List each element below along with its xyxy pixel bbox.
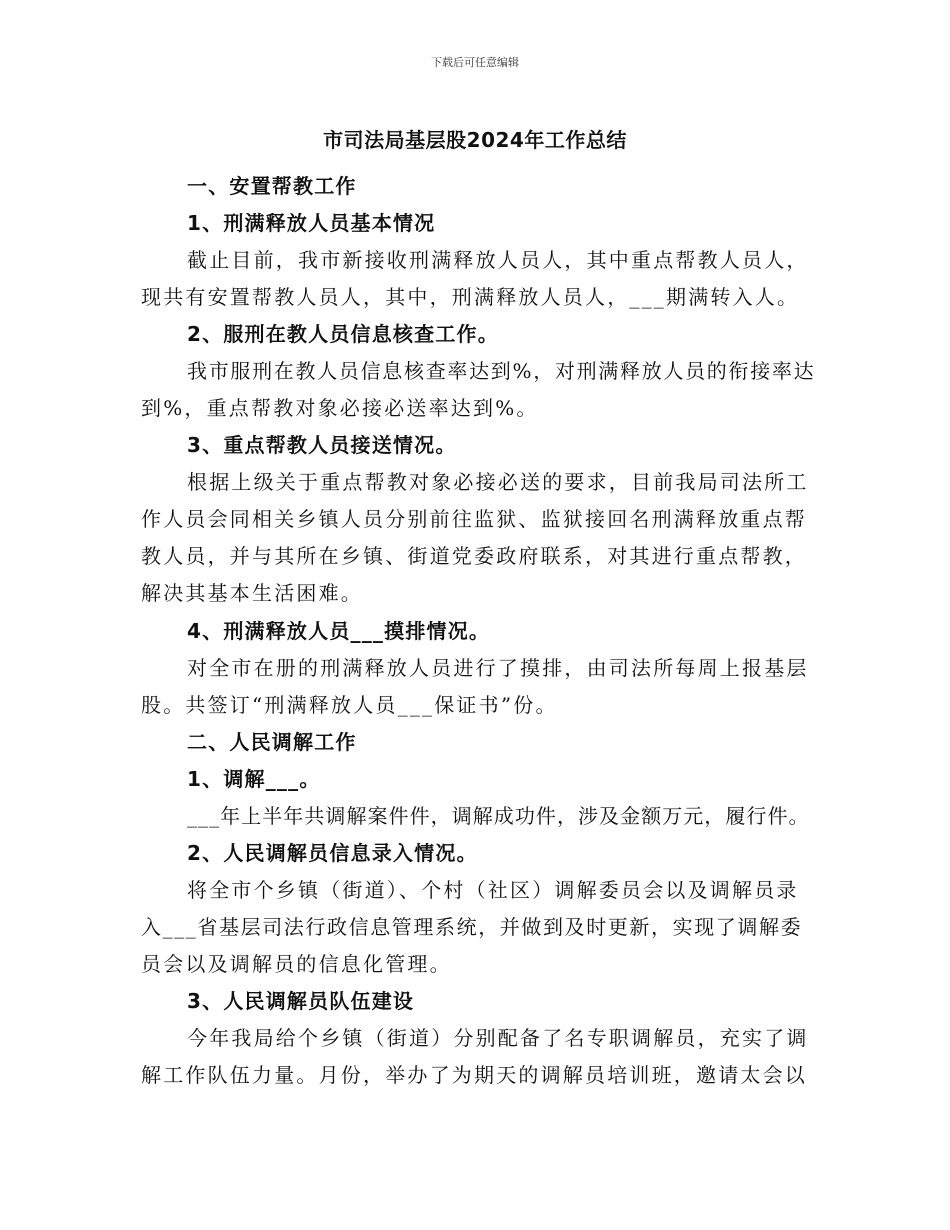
paragraph-line: 对全市在册的刑满释放人员进行了摸排，由司法所每周上报基层 xyxy=(187,656,809,680)
subsection-heading: 1、调解___。 xyxy=(187,767,321,791)
section-heading: 二、人民调解工作 xyxy=(187,730,357,754)
paragraph-line: 解工作队伍力量。月份，举办了为期天的调解员培训班，邀请太会以 xyxy=(141,1063,807,1087)
paragraph-line: 教人员，并与其所在乡镇、街道党委政府联系，对其进行重点帮教， xyxy=(141,544,807,568)
paragraph-line: 到%，重点帮教对象必接必送率达到%。 xyxy=(141,396,539,420)
document-title: 市司法局基层股2024年工作总结 xyxy=(323,128,627,152)
paragraph-line: 员会以及调解员的信息化管理。 xyxy=(141,952,452,976)
paragraph-line: 根据上级关于重点帮教对象必接必送的要求，目前我局司法所工 xyxy=(187,470,809,494)
subsection-heading: 3、重点帮教人员接送情况。 xyxy=(187,433,457,457)
subsection-heading: 2、人民调解员信息录入情况。 xyxy=(187,841,478,865)
paragraph-line: 将全市个乡镇（街道）、个村（社区）调解委员会以及调解员录 xyxy=(187,878,799,902)
paragraph-line: 截止目前，我市新接收刑满释放人员人，其中重点帮教人员人， xyxy=(187,248,809,272)
subsection-heading: 3、人民调解员队伍建设 xyxy=(187,989,415,1013)
paragraph-line: 现共有安置帮教人员人，其中，刑满释放人员人，___期满转入人。 xyxy=(141,285,800,309)
paragraph-line: 解决其基本生活困难。 xyxy=(141,581,363,605)
paragraph-line: 股。共签订“刑满释放人员___保证书”份。 xyxy=(141,693,558,717)
subsection-heading: 1、刑满释放人员基本情况 xyxy=(187,211,436,235)
paragraph-line: 我市服刑在教人员信息核查率达到%，对刑满释放人员的衔接率达 xyxy=(187,359,816,383)
subsection-heading: 2、服刑在教人员信息核查工作。 xyxy=(187,322,499,346)
paragraph-line: ___年上半年共调解案件件，调解成功件，涉及金额万元，履行件。 xyxy=(187,804,810,828)
section-heading: 一、安置帮教工作 xyxy=(187,174,357,198)
subsection-heading: 4、刑满释放人员___摸排情况。 xyxy=(187,619,491,643)
paragraph-line: 今年我局给个乡镇（街道）分别配备了名专职调解员，充实了调 xyxy=(187,1026,809,1050)
paragraph-line: 作人员会同相关乡镇人员分别前往监狱、监狱接回名刑满释放重点帮 xyxy=(141,507,807,531)
page-header: 下载后可任意编辑 xyxy=(431,56,519,69)
paragraph-line: 入___省基层司法行政信息管理系统，并做到及时更新，实现了调解委 xyxy=(141,915,803,939)
